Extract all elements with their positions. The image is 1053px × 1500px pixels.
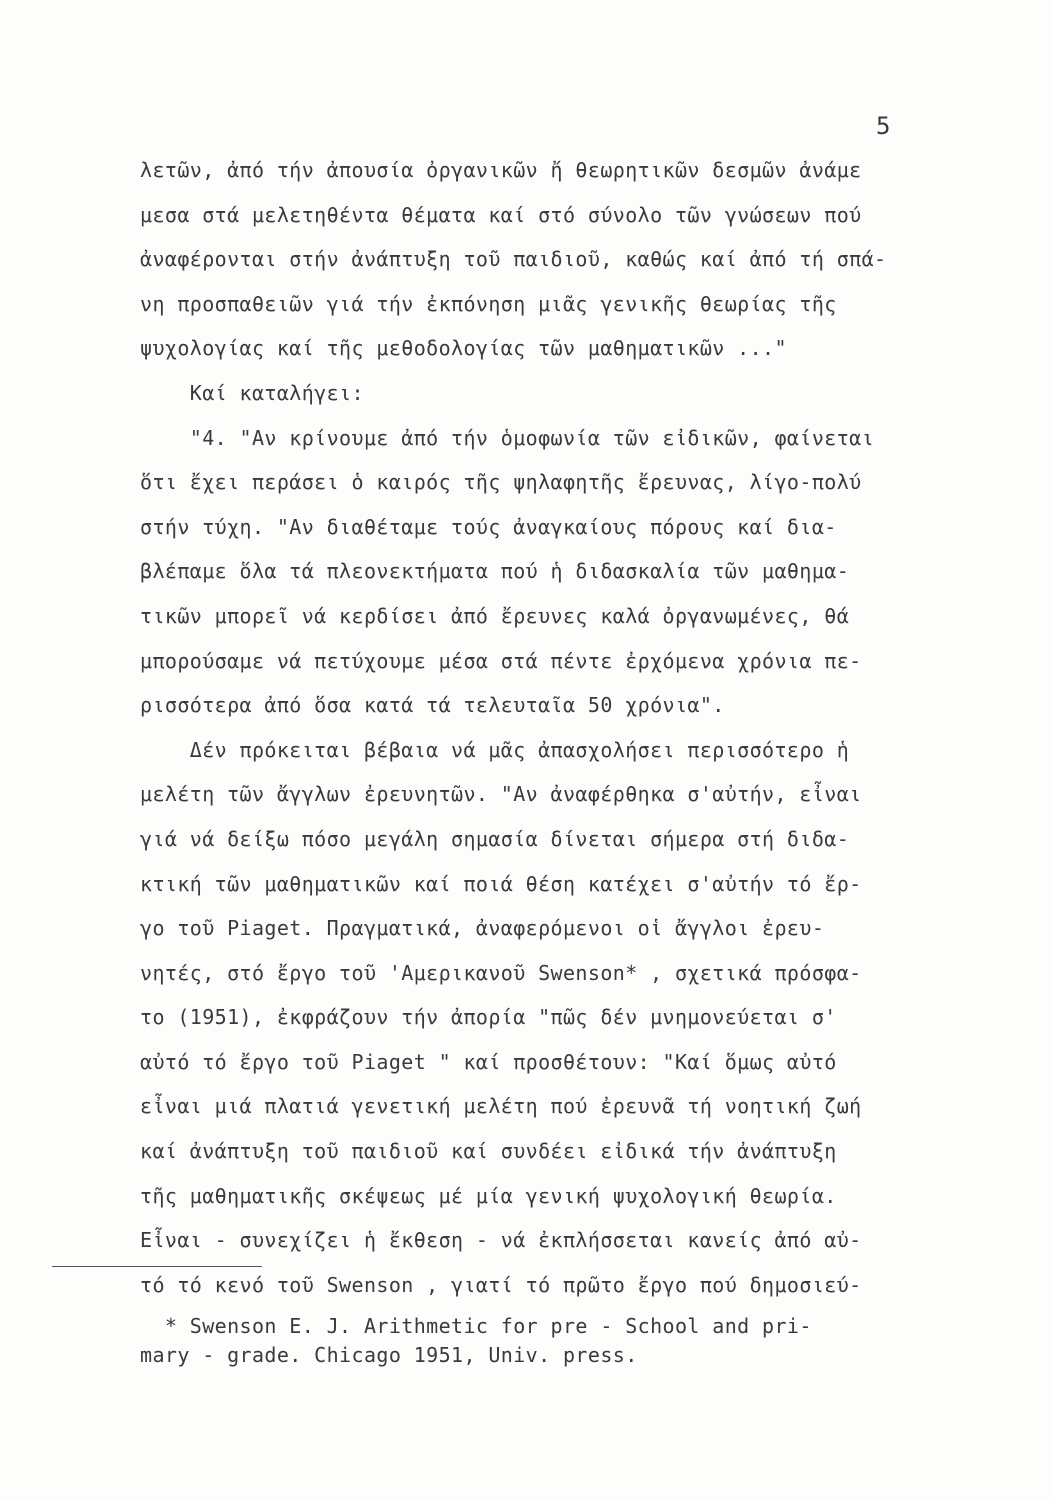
body-text: [140, 148, 920, 1307]
text-line: εἶναι μιά πλατιά γενετική μελέτη πού ἐρευνᾶ τή νοητική ζωή: [140, 1094, 862, 1119]
text-line: μελέτη τῶν ἄγγλων ἐρευνητῶν. "Αν ἀναφέρθηκα σ'αὐτήν, εἶναι: [140, 782, 862, 807]
text-line: μεσα στά μελετηθέντα θέματα καί στό σύνολο τῶν γνώσεων πού: [140, 202, 862, 227]
text-line: γιά νά δείξω πόσο μεγάλη σημασία δίνεται σήμερα στή διδα-: [140, 826, 850, 851]
footnote-line: * Swenson E. J. Arithmetic for pre - School and pri-: [140, 1314, 812, 1338]
text-line: νη προσπαθειῶν γιά τήν ἐκπόνηση μιᾶς γενικῆς θεωρίας τῆς: [140, 291, 837, 316]
text-line: ψυχολογίας καί τῆς μεθοδολογίας τῶν μαθηματικῶν ...": [140, 336, 787, 361]
text-line: μπορούσαμε νά πετύχουμε μέσα στά πέντε ἐρχόμενα χρόνια πε-: [140, 648, 862, 673]
page-number: 5: [876, 112, 891, 140]
footnote-line: mary - grade. Chicago 1951, Univ. press.: [140, 1343, 638, 1367]
text-line: λετῶν, ἀπό τήν ἀπουσία ὀργανικῶν ἤ θεωρητικῶν δεσμῶν ἀνάμε: [140, 158, 862, 182]
text-line: Καί καταλήγει:: [140, 380, 364, 405]
text-line: καί ἀνάπτυξη τοῦ παιδιοῦ καί συνδέει εἰδικά τήν ἀνάπτυξη: [140, 1139, 837, 1164]
text-line: "4. "Αν κρίνουμε ἀπό τήν ὁμοφωνία τῶν εἰδικῶν, φαίνεται: [140, 425, 875, 450]
text-line: βλέπαμε ὅλα τά πλεονεκτήματα πού ἡ διδασκαλία τῶν μαθημα-: [140, 559, 850, 584]
text-line: νητές, στό ἔργο τοῦ 'Αμερικανοῦ Swenson* , σχετικά πρόσφα-: [140, 960, 862, 985]
text-line: Εἶναι - συνεχίζει ἡ ἔκθεση - νά ἐκπλήσσεται κανείς ἀπό αὐ-: [140, 1228, 862, 1253]
text-line: τό τό κενό τοῦ Swenson , γιατί τό πρῶτο ἔργο πού δημοσιεύ-: [140, 1272, 862, 1297]
footnote: [140, 1312, 920, 1370]
text-line: ὅτι ἔχει περάσει ὁ καιρός τῆς ψηλαφητῆς ἔρευνας, λίγο-πολύ: [140, 470, 862, 495]
text-line: κτική τῶν μαθηματικῶν καί ποιά θέση κατέχει σ'αὐτήν τό ἔρ-: [140, 871, 862, 896]
text-line: ρισσότερα ἀπό ὅσα κατά τά τελευταῖα 50 χρόνια".: [140, 693, 725, 718]
text-line: το (1951), ἐκφράζουν τήν ἀπορία "πῶς δέν μνημονεύεται σ': [140, 1005, 837, 1030]
text-line: τῆς μαθηματικῆς σκέψεως μέ μία γενική ψυχολογική θεωρία.: [140, 1183, 837, 1208]
text-line: ἀναφέρονται στήν ἀνάπτυξη τοῦ παιδιοῦ, καθώς καί ἀπό τή σπά-: [140, 247, 887, 272]
text-line: στήν τύχη. "Αν διαθέταμε τούς ἀναγκαίους πόρους καί δια-: [140, 514, 837, 539]
text-line: γο τοῦ Piaget. Πραγματικά, ἀναφερόμενοι οἱ ἄγγλοι ἐρευ-: [140, 916, 825, 941]
footnote-divider: [52, 1266, 262, 1267]
text-line: Δέν πρόκειται βέβαια νά μᾶς ἀπασχολήσει περισσότερο ἡ: [140, 737, 850, 762]
text-line: τικῶν μπορεῖ νά κερδίσει ἀπό ἔρευνες καλά ὀργανωμένες, θά: [140, 603, 850, 628]
text-line: αὐτό τό ἔργο τοῦ Piaget " καί προσθέτουν: "Καί ὅμως αὐτό: [140, 1049, 837, 1074]
